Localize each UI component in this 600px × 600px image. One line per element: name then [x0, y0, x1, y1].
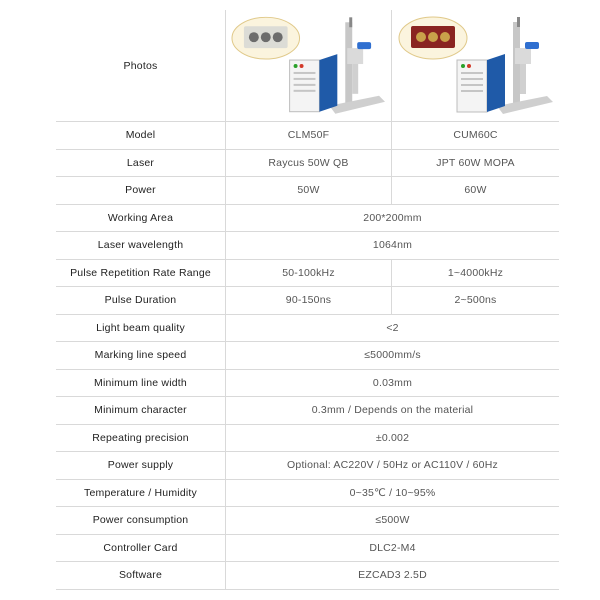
galvo-head — [525, 42, 539, 49]
red-button-icon — [300, 64, 304, 68]
head-body — [515, 48, 531, 64]
green-button-icon — [294, 64, 298, 68]
spec-value: ≤500W — [375, 514, 410, 527]
spec-value: 0~35℃ / 10~95% — [349, 486, 436, 499]
spec-value: ±0.002 — [375, 431, 410, 444]
red-button-icon — [467, 64, 471, 68]
fan-icon — [416, 32, 426, 42]
spec-label: Laser wavelength — [56, 232, 226, 259]
spec-row-power — [56, 177, 559, 205]
head-body — [347, 48, 363, 64]
machine-a-illustration — [230, 14, 387, 118]
spec-value: DLC2-M4 — [369, 541, 416, 554]
spec-label: Power consumption — [56, 507, 226, 534]
spec-row-marking-speed — [56, 342, 559, 370]
column-top — [349, 17, 352, 27]
spec-value: Optional: AC220V / 50Hz or AC110V / 60Hz — [287, 459, 498, 472]
spec-label: Laser — [56, 150, 226, 177]
fan-icon — [428, 32, 438, 42]
fan-icon — [261, 32, 271, 42]
spec-value-a: Raycus 50W QB — [226, 150, 392, 177]
spec-label: Marking line speed — [56, 342, 226, 369]
spec-row-min-line-width — [56, 370, 559, 398]
spec-label: Temperature / Humidity — [56, 480, 226, 507]
spec-label: Minimum line width — [56, 370, 226, 397]
green-button-icon — [461, 64, 465, 68]
spec-label: Controller Card — [56, 535, 226, 562]
machine-b-illustration — [397, 14, 555, 118]
spec-label: Repeating precision — [56, 425, 226, 452]
spec-row-laser-wavelength — [56, 232, 559, 260]
spec-row-power-consumption — [56, 507, 559, 535]
spec-value-b: JPT 60W MOPA — [436, 156, 515, 169]
spec-label: Model — [56, 122, 226, 149]
spec-label: Software — [56, 562, 226, 589]
spec-row-pulse-duration — [56, 287, 559, 315]
fan-icon — [249, 32, 259, 42]
work-table — [497, 96, 553, 114]
spec-row-model — [56, 122, 559, 150]
spec-label: Power supply — [56, 452, 226, 479]
photos-label: Photos — [56, 10, 226, 121]
spec-value-b: 2~500ns — [454, 294, 497, 307]
spec-value-b: 1~4000kHz — [447, 266, 504, 279]
spec-value: 1064nm — [372, 239, 413, 252]
spec-value-b: 60W — [464, 184, 487, 197]
fan-icon — [440, 32, 450, 42]
lens-mount — [352, 64, 358, 94]
spec-value: <2 — [386, 321, 399, 334]
spec-value-a: 90-150ns — [226, 287, 392, 314]
spec-value-a: 50-100kHz — [226, 260, 392, 287]
machine-b-photo — [392, 10, 559, 121]
spec-label: Power — [56, 177, 226, 204]
spec-row-repeat-precision — [56, 425, 559, 453]
spec-row-temp-humidity — [56, 480, 559, 508]
spec-value-a: CLM50F — [226, 122, 392, 149]
spec-table — [56, 10, 559, 590]
spec-value: 0.3mm / Depends on the material — [311, 404, 474, 417]
photos-row — [56, 10, 559, 122]
spec-row-beam-quality — [56, 315, 559, 343]
spec-value: 200*200mm — [363, 211, 422, 224]
spec-row-power-supply — [56, 452, 559, 480]
work-table — [329, 95, 385, 113]
galvo-head — [357, 42, 371, 49]
spec-value: ≤5000mm/s — [364, 349, 421, 362]
column-top — [517, 17, 520, 27]
spec-label: Minimum character — [56, 397, 226, 424]
spec-row-min-character — [56, 397, 559, 425]
spec-row-pulse-rate — [56, 260, 559, 288]
lens-mount — [520, 64, 526, 94]
fan-icon — [273, 32, 283, 42]
spec-row-laser — [56, 150, 559, 178]
spec-row-controller-card — [56, 535, 559, 563]
spec-label: Pulse Repetition Rate Range — [56, 260, 226, 287]
cabinet-side — [319, 54, 337, 112]
spec-label: Working Area — [56, 205, 226, 232]
spec-label: Light beam quality — [56, 315, 226, 342]
spec-value: 0.03mm — [372, 376, 413, 389]
machine-a-photo — [226, 10, 392, 121]
spec-label: Pulse Duration — [56, 287, 226, 314]
spec-row-software — [56, 562, 559, 590]
spec-row-working-area — [56, 205, 559, 233]
spec-value: EZCAD3 2.5D — [358, 569, 427, 582]
spec-value-b: CUM60C — [453, 129, 498, 142]
spec-value-a: 50W — [226, 177, 392, 204]
cabinet-side — [487, 54, 505, 112]
